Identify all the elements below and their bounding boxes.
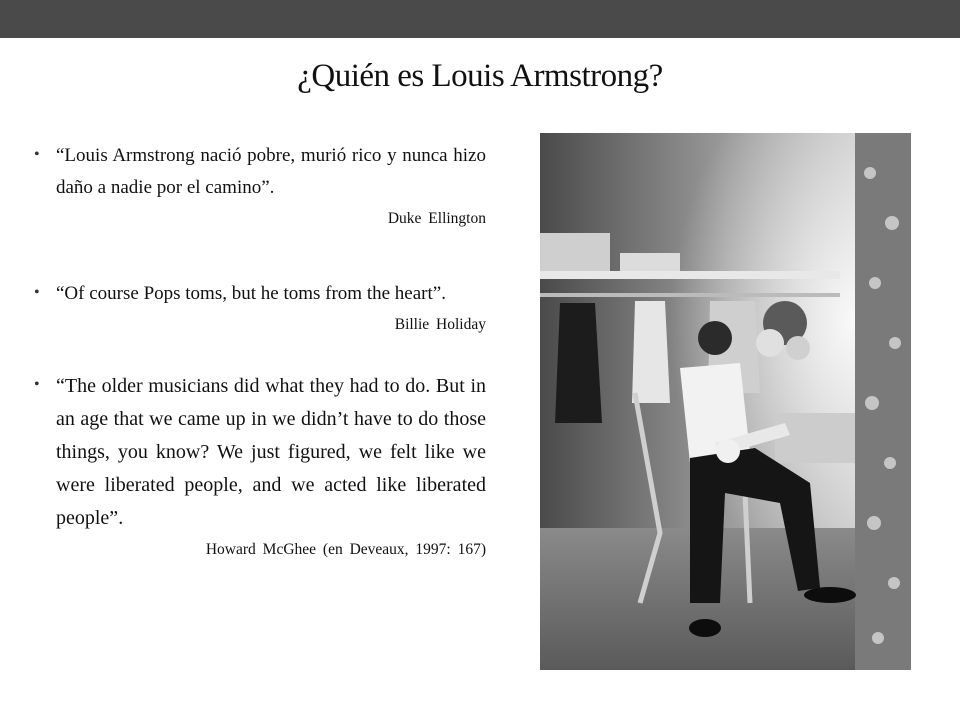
quote-text: “Louis Armstrong nació pobre, murió rico y nunca hizo daño a nadie por el camino”. xyxy=(56,145,486,198)
quote-attribution: Duke Ellington xyxy=(387,210,486,227)
armstrong-photo xyxy=(540,133,911,670)
slide-title: ¿Quién es Louis Armstrong? xyxy=(297,58,663,94)
bullet-icon: • xyxy=(34,284,40,301)
quote-attribution: Howard McGhee (en Deveaux, 1997: 167) xyxy=(205,541,486,558)
top-bar xyxy=(0,0,960,38)
quote-item xyxy=(34,370,486,559)
bullet-icon: • xyxy=(34,376,40,393)
bullet-icon: • xyxy=(34,146,40,163)
quote-text: “The older musicians did what they had to do. But in an age that we came up in we didn’t have to do those things, you know? We just figured, we felt like we were liberated people, and we acted like liberated people”. xyxy=(56,375,486,529)
photo-illustration xyxy=(540,133,911,670)
quote-item xyxy=(34,140,486,228)
quotes-list xyxy=(34,140,486,559)
quote-attribution: Billie Holiday xyxy=(394,316,486,333)
quote-text: “Of course Pops toms, but he toms from the heart”. xyxy=(56,283,446,304)
quote-item xyxy=(34,278,486,334)
